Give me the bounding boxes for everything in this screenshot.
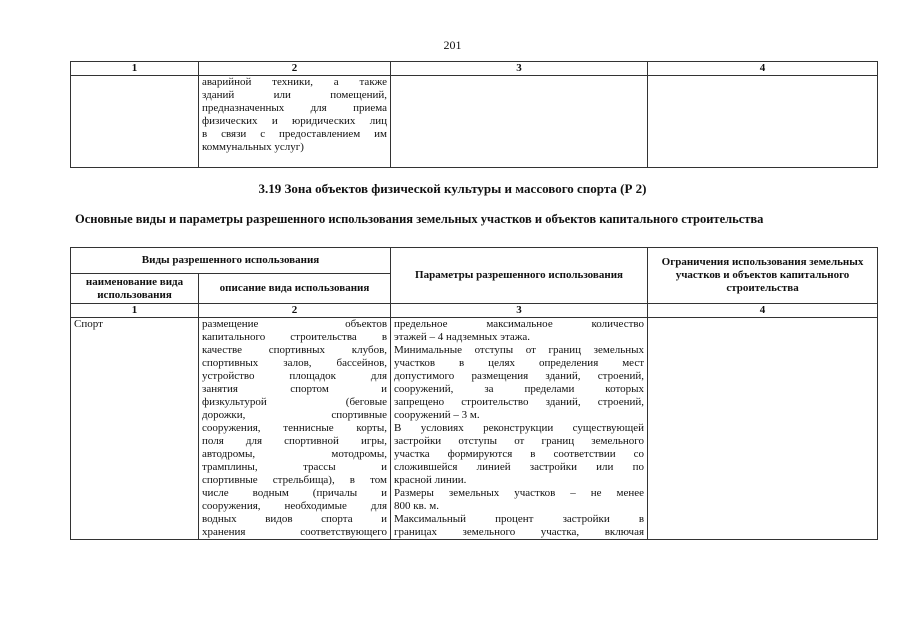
text-line: красной линии. (394, 474, 467, 486)
parameter-paragraph (394, 422, 644, 487)
header-use-name: наименование вида использования (71, 274, 199, 304)
text-line: сооружений – 3 м. (394, 409, 480, 421)
col-number-2: 2 (199, 304, 391, 318)
text-line: занятия спортом и (202, 383, 388, 395)
table-header-row (71, 62, 878, 76)
text-line: участка формируются в соответствии со (394, 448, 645, 460)
col-number-3: 3 (391, 62, 648, 76)
text-line: дорожки, спортивные (202, 409, 388, 421)
text-line: границах земельного участка, включая (394, 526, 645, 538)
cell-parameters (391, 318, 648, 540)
text-line: сооружений, за пределами которых (394, 383, 645, 395)
table-row (71, 76, 878, 168)
col-number-1: 1 (71, 304, 199, 318)
text-line: поля для спортивной игры, (202, 435, 388, 447)
text-line: допустимого размещения зданий, строений, (394, 370, 645, 382)
text-line: сооружения, теннисные корты, (202, 422, 388, 434)
text-line: запрещено строительство зданий, строений, (394, 396, 645, 408)
header-group: Виды разрешенного использования (71, 248, 391, 274)
text-line: хранения соответствующего (202, 526, 388, 538)
text-line: предельное максимальное количество (394, 318, 645, 330)
text-line: Минимальные отступы от границ земельных (394, 344, 645, 356)
text-line: автодромы, мотодромы, (202, 448, 388, 460)
text-line: зданий или помещений, (202, 89, 387, 101)
parameter-paragraph (394, 513, 644, 539)
header-restrictions: Ограничения использования земельных участков и объектов капитального строительства (648, 248, 878, 304)
table-row (71, 318, 878, 540)
header-use-description: описание вида использования (199, 274, 391, 304)
text-line: аварийной техники, а также (202, 76, 387, 88)
parameter-paragraph (394, 487, 644, 513)
text-line: спортивных залов, бассейнов, (202, 357, 388, 369)
col-number-2: 2 (199, 62, 391, 76)
text-line: в связи с предоставлением им (202, 128, 387, 140)
text-line: участков в целях определения мест (394, 357, 645, 369)
text-line: Размеры земельных участков – не менее (394, 487, 645, 499)
text-line: устройство площадок для (202, 370, 388, 382)
header-parameters: Параметры разрешенного использования (391, 248, 648, 304)
text-line: качестве спортивных клубов, (202, 344, 388, 356)
text-line: числе водным (причалы и (202, 487, 388, 499)
table-permitted-uses (70, 247, 878, 540)
text-line: водных видов спорта и (202, 513, 388, 525)
text-line: застройки отступы от границ земельного (394, 435, 645, 447)
text-line: сложившейся линией застройки или по (394, 461, 645, 473)
parameter-paragraph (394, 318, 644, 344)
cell-empty (71, 76, 199, 168)
page-number: 201 (443, 38, 462, 52)
subsection-title: Основные виды и параметры разрешенного использования земельных участков и объектов капитального строительства (75, 212, 764, 226)
text-line: сооружения, необходимые для (202, 500, 388, 512)
text-line: предназначенных для приема (202, 102, 387, 114)
col-number-1: 1 (71, 62, 199, 76)
text-line: Максимальный процент застройки в (394, 513, 645, 525)
text-line: капитального строительства в (202, 331, 388, 343)
text-line: этажей – 4 надземных этажа. (394, 331, 531, 343)
cell-use-name: Спорт (71, 318, 199, 540)
text-line: физкультурой (беговые (202, 396, 388, 408)
text-line: трамплины, трассы и (202, 461, 388, 473)
text-line: физических и юридических лиц (202, 115, 387, 127)
text-line: В условиях реконструкции существующей (394, 422, 645, 434)
text-line: спортивные стрельбища), в том (202, 474, 388, 486)
cell-restrictions (648, 318, 878, 540)
text-line: коммунальных услуг) (202, 141, 304, 153)
table-number-row (71, 304, 878, 318)
section-title: 3.19 Зона объектов физической культуры и массового спорта (Р 2) (258, 181, 647, 196)
cell-description (199, 76, 391, 168)
col-number-4: 4 (648, 62, 878, 76)
cell-empty (648, 76, 878, 168)
col-number-4: 4 (648, 304, 878, 318)
parameter-paragraph (394, 344, 644, 422)
table-continuation (70, 61, 878, 168)
text-line: 800 кв. м. (394, 500, 440, 512)
text-line: размещение объектов (202, 318, 388, 330)
cell-empty (391, 76, 648, 168)
col-number-3: 3 (391, 304, 648, 318)
cell-use-description (199, 318, 391, 540)
